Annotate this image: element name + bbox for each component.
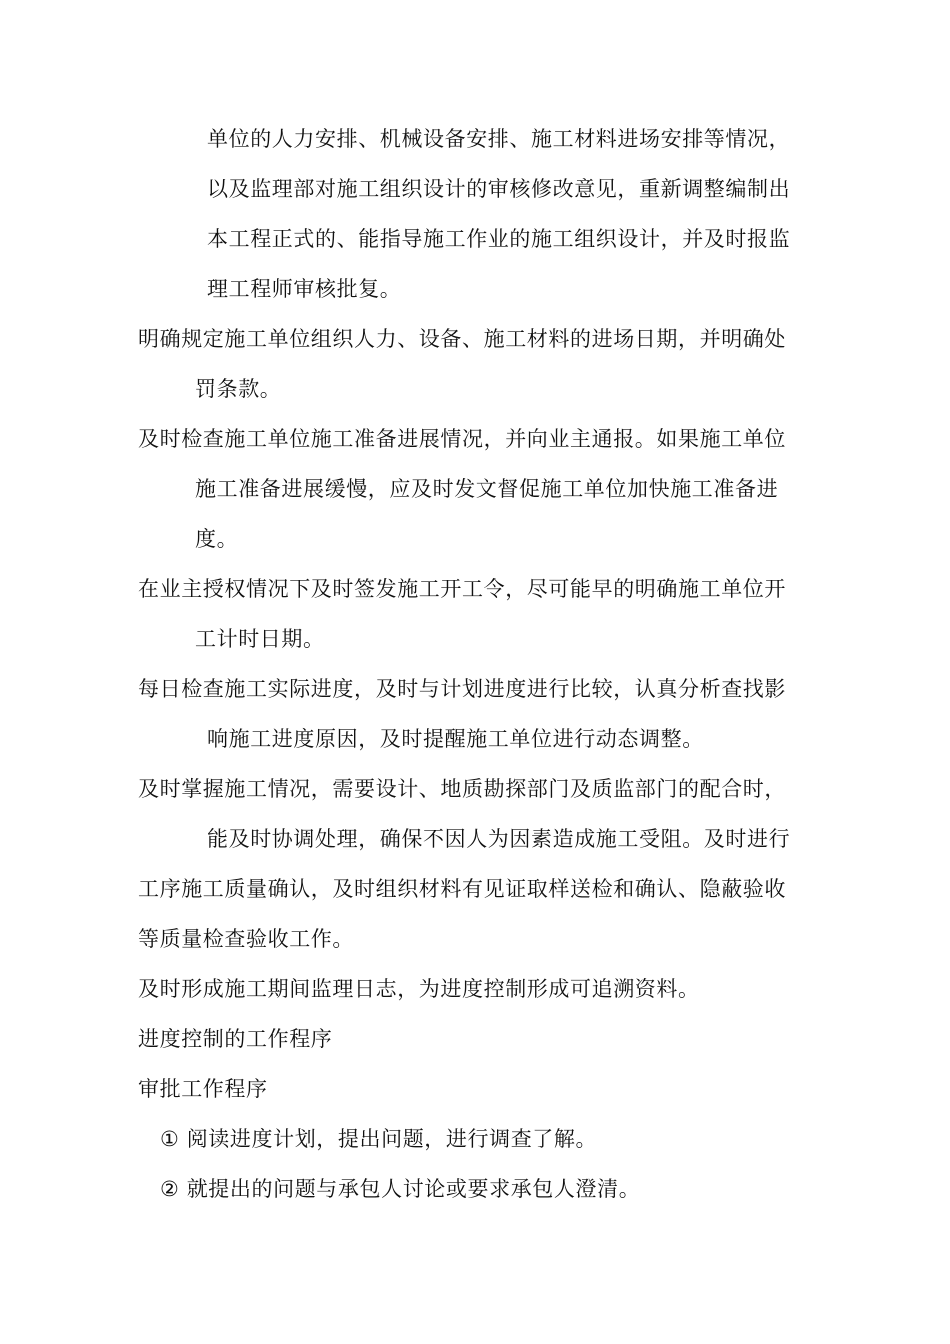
subsection-heading: 审批工作程序: [138, 1077, 268, 1101]
text-line: 本工程正式的、能指导施工作业的施工组织设计，并及时报监: [207, 227, 791, 251]
text-line: 及时形成施工期间监理日志，为进度控制形成可追溯资料。: [138, 977, 700, 1001]
text-line: 单位的人力安排、机械设备安排、施工材料进场安排等情况，: [207, 127, 791, 151]
text-line: 在业主授权情况下及时签发施工开工令，尽可能早的明确施工单位开: [138, 577, 786, 601]
text-line: 工序施工质量确认，及时组织材料有见证取样送检和确认、隐蔽验收: [138, 877, 786, 901]
text-line: 明确规定施工单位组织人力、设备、施工材料的进场日期，并明确处: [138, 327, 786, 351]
text-line: 罚条款。: [195, 377, 282, 401]
numbered-item: ① 阅读进度计划，提出问题，进行调查了解。: [160, 1127, 598, 1151]
text-line: 工计时日期。: [195, 627, 325, 651]
text-line: 每日检查施工实际进度，及时与计划进度进行比较，认真分析查找影: [138, 677, 786, 701]
text-line: 度。: [195, 527, 239, 551]
text-line: 施工准备进展缓慢，应及时发文督促施工单位加快施工准备进: [195, 477, 779, 501]
text-line: 能及时协调处理，确保不因人为因素造成施工受阻。及时进行: [207, 827, 791, 851]
text-line: 及时检查施工单位施工准备进展情况，并向业主通报。如果施工单位: [138, 427, 786, 451]
numbered-item: ② 就提出的问题与承包人讨论或要求承包人澄清。: [160, 1177, 641, 1201]
text-line: 理工程师审核批复。: [207, 277, 402, 301]
text-line: 等质量检查验收工作。: [138, 927, 354, 951]
section-heading: 进度控制的工作程序: [138, 1027, 333, 1051]
text-line: 响施工进度原因，及时提醒施工单位进行动态调整。: [207, 727, 704, 751]
text-line: 及时掌握施工情况，需要设计、地质勘探部门及质监部门的配合时，: [138, 777, 786, 801]
text-line: 以及监理部对施工组织设计的审核修改意见，重新调整编制出: [207, 177, 791, 201]
